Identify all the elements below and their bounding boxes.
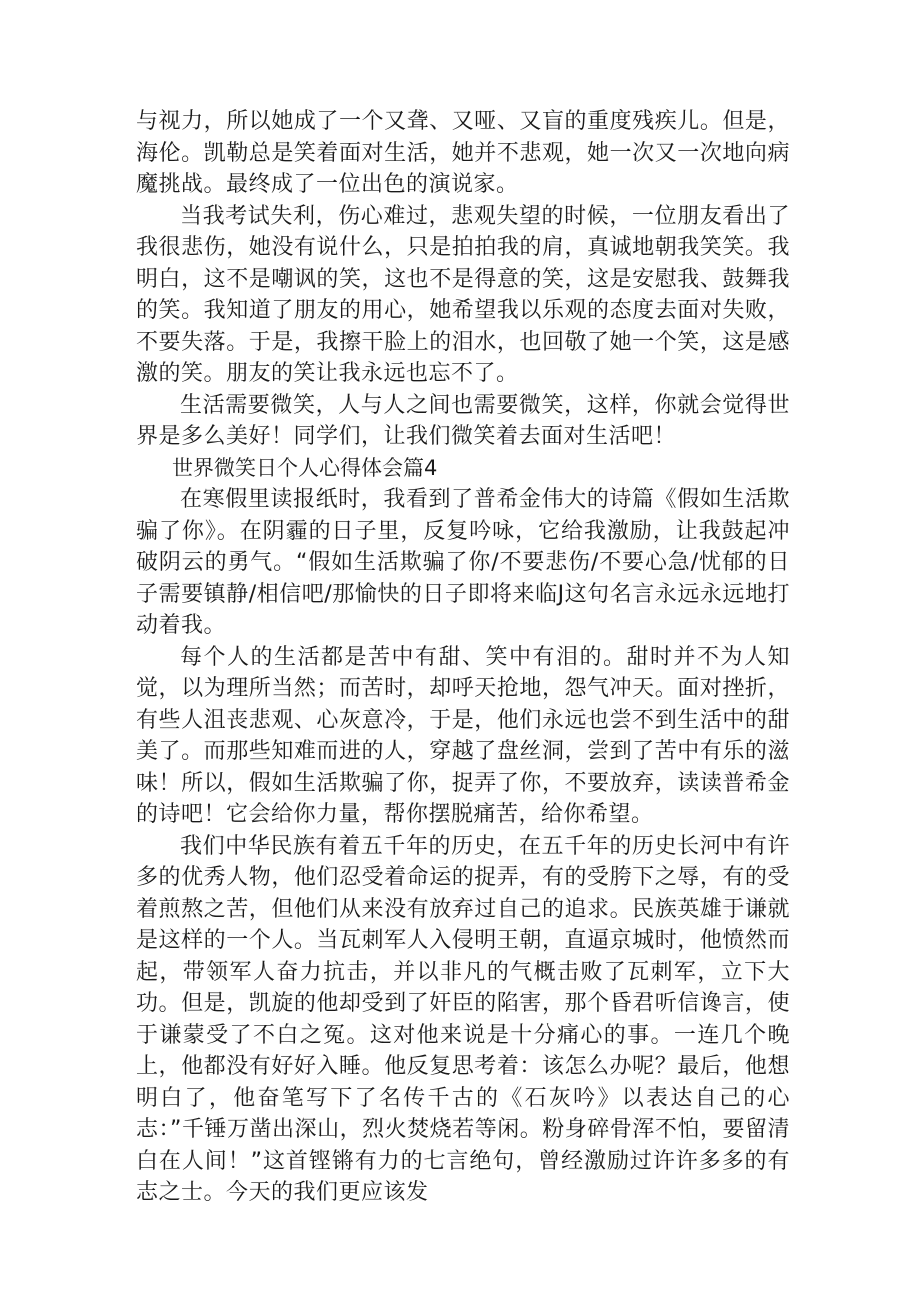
paragraph-friend-smile: 当我考试失利，伤心难过，悲观失望的时候，一位朋友看出了我很悲伤，她没有说什么，只是拍拍我的肩，真诚地朝我笑笑。我明白，这不是嘲讽的笑，这也不是得意的笑，这是安慰我、鼓舞我的笑。我知道了朋友的用心，她希望我以乐观的态度去面对失败，不要失落。于是，我擦干脸上的泪水，也回敬了她一个笑，这是感激的笑。朋友的笑让我永远也忘不了。 bbox=[136, 203, 790, 386]
paragraph-life-needs-smile: 生活需要微笑，人与人之间也需要微笑，这样，你就会觉得世界是多么美好！同学们，让我们微笑着去面对生活吧！ bbox=[136, 392, 790, 449]
paragraph-pushkin-poem: 在寒假里读报纸时，我看到了普希金伟大的诗篇《假如生活欺骗了你》。在阴霾的日子里，反复吟咏，它给我激励，让我鼓起冲破阴云的勇气。“假如生活欺骗了你/不要悲伤/不要心急/忧郁的日子需要镇静/相信吧/那愉快的日子即将来临J这句名言永远永远地打动着我。 bbox=[136, 487, 790, 638]
paragraph-bitter-sweet: 每个人的生活都是苦中有甜、笑中有泪的。甜时并不为人知觉，以为理所当然；而苦时，却呼天抢地，怨气冲天。面对挫折，有些人沮丧悲观、心灰意冷，于是，他们永远也尝不到生活中的甜美了。而那些知难而进的人，穿越了盘丝洞，尝到了苦中有乐的滋味！所以，假如生活欺骗了你，捉弄了你，不要放弃，读读普希金的诗吧！它会给你力量，帮你摆脱痛苦，给你希望。 bbox=[136, 644, 790, 827]
section-heading: 世界微笑日个人心得体会篇4 bbox=[172, 455, 438, 480]
paragraph-continuation: 与视力，所以她成了一个又聋、又哑、又盲的重度残疾儿。但是，海伦。凯勒总是笑着面对生活，她并不悲观，她一次又一次地向病魔挑战。最终成了一位出色的演说家。 bbox=[136, 109, 790, 197]
document-page bbox=[136, 106, 790, 1209]
paragraph-yu-qian: 我们中华民族有着五千年的历史，在五千年的历史长河中有许多的优秀人物，他们忍受着命运的捉弄，有的受胯下之辱，有的受着煎熬之苦，但他们从来没有放弃过自己的追求。民族英雄于谦就是这样的一个人。当瓦刺军人入侵明王朝，直逼京城时，他愤然而起，带领军人奋力抗击，并以非凡的气概击败了瓦刺军，立下大功。但是，凯旋的他却受到了奸臣的陷害，那个昏君听信谗言，使于谦蒙受了不白之冤。这对他来说是十分痛心的事。一连几个晚上，他都没有好好入睡。他反复思考着：该怎么办呢？最后，他想明白了，他奋笔写下了名传千古的《石灰吟》以表达自己的心志：”千锤万凿出深山，烈火焚烧若等闲。粉身碎骨浑不怕，要留清白在人间！”这首铿锵有力的七言绝句，曾经激励过许许多多的有志之士。今天的我们更应该发 bbox=[136, 833, 790, 1205]
